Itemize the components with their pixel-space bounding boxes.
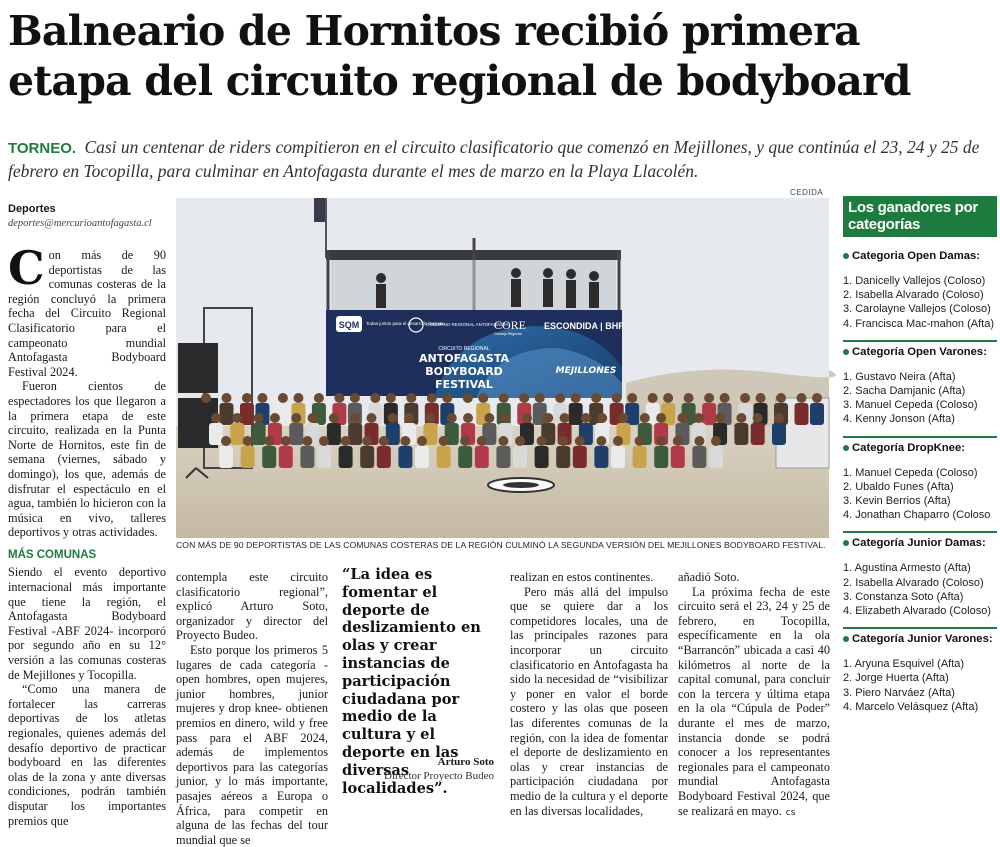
crowd-person-head <box>575 436 585 446</box>
banner-circuit: CIRCUITO REGIONAL <box>438 346 490 352</box>
bullet-dot-icon <box>843 540 849 546</box>
crowd-person-head <box>484 413 494 423</box>
sidebar-category-heading: Categoría DropKnee: <box>843 436 997 454</box>
crowd-person-head <box>477 436 487 446</box>
crowd-person-head <box>243 436 253 446</box>
sidebar-category-heading: Categoría Junior Varones: <box>843 627 997 645</box>
crowd-person <box>327 423 341 445</box>
crowd-person-head <box>560 413 570 423</box>
crowd-person-head <box>404 413 414 423</box>
bullet-dot-icon <box>843 636 849 642</box>
crowd-person <box>252 423 266 445</box>
crowd-person-head <box>596 436 606 446</box>
subhead-mas-comunas: MÁS COMUNAS <box>8 548 97 561</box>
winner-item: 3. Constanza Soto (Afta) <box>843 590 964 603</box>
crowd-person <box>241 446 255 468</box>
sidebar-category-heading: Categoría Open Varones: <box>843 340 997 358</box>
crowd-person-head <box>515 436 525 446</box>
crowd-person-head <box>366 413 376 423</box>
crowd-person <box>810 403 824 425</box>
body-paragraph: contempla este circuito clasificatorio regional”, explicó Arturo Soto, organizador y director del Proyecto Budeo. <box>176 570 328 643</box>
body-paragraph: La próxima fecha de este circuito será el 23, 24 y 25 de febrero, en Tocopilla, específicamente en la ola “Barrancón” ubicada a casi 40 kilómetros al norte de la capital comunal, para concluir con la tercera y última etapa en la ola “Cúpula de Poder” durante el mes de marzo, instancia donde se podrá conocer a los representantes regionales para el campeonato mundial Antofagasta Bodyboard Festival 2024, que se realizará en mayo. cs <box>678 584 830 818</box>
crowd-person-head <box>812 393 822 403</box>
crowd-person <box>734 423 748 445</box>
crowd-person-head <box>463 393 473 403</box>
crowd-person-head <box>597 413 607 423</box>
crowd-person-head <box>613 436 623 446</box>
crowd-person <box>219 446 233 468</box>
crowd-person-head <box>329 413 339 423</box>
crowd-person-head <box>519 393 529 403</box>
crowd-person-head <box>406 393 416 403</box>
winner-item: 4. Francisca Mac-mahon (Afta) <box>843 317 994 330</box>
crowd-person-head <box>656 413 666 423</box>
winner-item: 2. Jorge Huerta (Afta) <box>843 672 949 685</box>
crowd-person-head <box>537 436 547 446</box>
crowd-person-head <box>797 393 807 403</box>
crowd-person-head <box>232 413 242 423</box>
body-paragraph: Con más de 90 deportistas de las comunas costeras de la región concluyó la primera fecha del Circuito Regional Clasificatorio para el campeonato mundial Antofagasta Bodyboard Festival 2024. <box>8 241 166 379</box>
crowd-person-head <box>543 413 553 423</box>
banner-sponsor-1-sub: Todas juntos para el desarrollo humano <box>366 321 445 326</box>
crowd-person <box>289 423 303 445</box>
crowd-person <box>219 403 233 425</box>
crowd-person <box>513 446 527 468</box>
crowd-person-head <box>648 393 658 403</box>
lead-kicker: TORNEO. <box>8 140 77 157</box>
end-mark: cs <box>785 807 796 818</box>
crowd-person-head <box>388 413 398 423</box>
winner-item: 4. Kenny Jonson (Afta) <box>843 413 955 426</box>
crowd-person-head <box>341 436 351 446</box>
crowd-person-head <box>694 413 704 423</box>
winner-item: 1. Gustavo Neira (Afta) <box>843 370 956 383</box>
crowd-person-head <box>581 413 591 423</box>
crowd-person-head <box>302 436 312 446</box>
crowd-person <box>692 446 706 468</box>
crowd-person-head <box>663 393 673 403</box>
crowd-person <box>317 446 331 468</box>
body-paragraph: añadió Soto. <box>678 570 740 584</box>
crowd-person-head <box>242 393 252 403</box>
crowd-person-head <box>400 436 410 446</box>
crowd-person-head <box>254 413 264 423</box>
winner-item: 2. Isabella Alvarado (Coloso) <box>843 576 984 589</box>
body-column-5 <box>678 570 830 820</box>
sidebar-winners-list <box>843 370 997 427</box>
crowd-person <box>475 446 489 468</box>
crowd-person-head <box>439 436 449 446</box>
byline-section: Deportes <box>8 203 56 215</box>
sidebar-winners-list <box>843 561 997 618</box>
winner-item: 3. Manuel Cepeda (Coloso) <box>843 399 978 412</box>
crowd-person <box>535 446 549 468</box>
crowd-person-head <box>720 393 730 403</box>
crowd-person <box>300 446 314 468</box>
photo-caption: CON MÁS DE 90 DEPORTISTAS DE LAS COMUNAS COSTERAS DE LA REGIÓN CULMINÓ LA SEGUNDA VERSIÓN DEL MEJILLONES BODYBOARD FESTIVAL. <box>176 540 826 550</box>
crowd-person <box>569 403 583 425</box>
banner-festival-1: ANTOFAGASTA <box>419 352 509 365</box>
pull-quote-author: Arturo Soto <box>437 756 494 768</box>
crowd-person-head <box>370 393 380 403</box>
crowd-person-head <box>379 436 389 446</box>
crowd-person <box>496 446 510 468</box>
winner-item: 4. Jonathan Chaparro (Coloso <box>843 509 991 522</box>
headline: Balneario de Hornitos recibió primera etapa del circuito regional de bodyboard <box>8 7 911 105</box>
crowd-person-head <box>314 393 324 403</box>
sidebar-winners-list <box>843 657 997 714</box>
winner-item: 2. Ubaldo Funes (Afta) <box>843 480 954 493</box>
crowd-person <box>415 446 429 468</box>
body-column-2 <box>176 570 328 847</box>
crowd-person-head <box>201 393 211 403</box>
crowd-person-head <box>362 436 372 446</box>
banner-sponsor-1: SQM <box>338 320 360 330</box>
body-paragraph: Siendo el evento deportivo internacional más importante que tiene la región, el Antofagasta Bodyboard Festival -ABF 2024- incorporó por segundo año en su 12° versión a las comunas costeras de Mejillones y Tocopilla. <box>8 565 166 682</box>
bullet-dot-icon <box>843 349 849 355</box>
crowd-person <box>360 446 374 468</box>
crowd-person-head <box>619 413 629 423</box>
crowd-person <box>199 403 213 425</box>
crowd-person-head <box>612 393 622 403</box>
crowd-person-head <box>291 413 301 423</box>
crowd-person-head <box>715 413 725 423</box>
crowd-person-head <box>591 393 601 403</box>
sidebar-winners-list <box>843 274 997 331</box>
crowd-person-head <box>447 413 457 423</box>
crowd-person-head <box>756 393 766 403</box>
winner-item: 1. Danicelly Vallejos (Coloso) <box>843 275 986 287</box>
crowd-person <box>240 403 254 425</box>
body-paragraph: “Como una manera de fortalecer las carreras deportivas de los atletas regionales, quienes además del desafío deportivo de practicar bodyboard en las diferentes olas de la zona y ante diversas condiciones, podrán también disputar los importantes premios que <box>8 682 166 828</box>
winner-item: 1. Aryuna Esquivel (Afta) <box>843 658 965 671</box>
crowd-person-head <box>558 436 568 446</box>
crowd-person-head <box>571 393 581 403</box>
crowd-person <box>671 446 685 468</box>
crowd-person-head <box>753 413 763 423</box>
bullet-dot-icon <box>843 253 849 259</box>
bullet-dot-icon <box>843 445 849 451</box>
crowd-person-head <box>704 393 714 403</box>
crowd-person <box>556 446 570 468</box>
crowd-person <box>377 446 391 468</box>
crowd-person-head <box>293 393 303 403</box>
crowd-person-head <box>498 436 508 446</box>
photo-credit: CEDIDA <box>790 188 824 197</box>
crowd-person <box>751 423 765 445</box>
crowd-person <box>611 446 625 468</box>
crowd-person-head <box>535 393 545 403</box>
crowd-person <box>594 446 608 468</box>
crowd-person <box>339 446 353 468</box>
banner-festival-3: FESTIVAL <box>435 378 493 391</box>
crowd-person-head <box>499 393 509 403</box>
banner-core: CORE <box>494 318 527 332</box>
crowd-person-head <box>427 393 437 403</box>
crowd-person-head <box>684 393 694 403</box>
body-column-4 <box>510 570 668 818</box>
winner-item: 1. Manuel Cepeda (Coloso) <box>843 466 978 479</box>
crowd-person-head <box>442 393 452 403</box>
crowd-person-head <box>425 413 435 423</box>
crowd-person <box>795 403 809 425</box>
banner-gobierno: GOBIERNO REGIONAL ANTOFAGASTA <box>426 322 509 327</box>
winner-item: 4. Elizabeth Alvarado (Coloso) <box>843 605 991 618</box>
crowd-person <box>702 403 716 425</box>
crowd-person-head <box>774 413 784 423</box>
winner-item: 2. Sacha Damjanic (Afta) <box>843 385 966 398</box>
crowd-person-head <box>308 413 318 423</box>
pull-quote: “La idea es fomentar el deporte de deslizamiento en olas y crear instancias de participación ciudadana por medio de la cultura y el deporte en las diversas localidades”. <box>342 566 481 797</box>
winner-item: 3. Kevin Berrios (Afta) <box>843 495 951 508</box>
crowd-person <box>533 403 547 425</box>
crowd-person-head <box>522 413 532 423</box>
crowd-person-head <box>677 413 687 423</box>
crowd-person <box>262 446 276 468</box>
winner-item: 3. Carolayne Vallejos (Coloso) <box>843 303 991 316</box>
crowd-person-head <box>555 393 565 403</box>
crowd-person <box>437 446 451 468</box>
crowd-person <box>625 403 639 425</box>
lead-text: Casi un centenar de riders compitieron en el circuito clasificatorio que comenzó en Mejillones, y que continúa el 23, 24 y 25 de febrero en Tocopilla, para culminar en Antofagasta durante el mes de marzo en la Playa Llacolén. <box>8 137 980 181</box>
lead-paragraph <box>8 136 993 183</box>
body-paragraph: realizan en estos continentes. <box>510 570 654 584</box>
crowd-person-head <box>640 413 650 423</box>
banner-core-sub: Consejo Regional <box>494 332 522 336</box>
crowd-person-head <box>740 393 750 403</box>
drop-cap: C <box>8 241 45 295</box>
body-column-1 <box>8 241 166 828</box>
crowd-person-head <box>278 393 288 403</box>
banner-festival-2: BODYBOARD <box>425 365 503 378</box>
crowd-person-head <box>635 436 645 446</box>
crowd-person <box>573 446 587 468</box>
crowd-person-head <box>478 393 488 403</box>
crowd-person-head <box>673 436 683 446</box>
crowd-person <box>230 423 244 445</box>
crowd-person-head <box>417 436 427 446</box>
crowd-person-head <box>736 413 746 423</box>
body-paragraph: Fueron cientos de espectadores los que llegaron a la primera etapa de este circuito, realizada en la Punta Norte de Hornitos, este fin de semana (viernes, sábado y domingo), los que, además de disfrutar el espectáculo en el agua, también lo hicieron con la música en vivo, talleres deportivos y otras actividades. <box>8 379 166 540</box>
sidebar-category-heading: Categoria Open Damas: <box>843 246 997 262</box>
banner-escondida: ESCONDIDA | BHP <box>544 321 625 331</box>
crowd-person-head <box>350 393 360 403</box>
banner-mejillones: MEJILLONES <box>555 366 617 376</box>
crowd-person-head <box>350 413 360 423</box>
crowd-person-head <box>257 393 267 403</box>
crowd-person <box>709 446 723 468</box>
crowd-person-head <box>281 436 291 446</box>
sidebar-winners-list <box>843 466 997 523</box>
crowd-person-head <box>211 413 221 423</box>
crowd-person-head <box>501 413 511 423</box>
crowd-person-head <box>463 413 473 423</box>
crowd-person <box>654 446 668 468</box>
crowd-person-head <box>656 436 666 446</box>
winner-item: 1. Agustina Armesto (Afta) <box>843 562 971 575</box>
crowd-person <box>398 446 412 468</box>
crowd-person-head <box>264 436 274 446</box>
body-paragraph: Pero más allá del impulso que se quiere dar a los competidores locales, una de las principales razones para incorporar un circuito clasificatorio en Antofagasta ha sido la necesidad de “visibilizar y poner en valor el borde costero y las olas que poseen las diferentes comunas de la región, con la idea de fomentar el deporte de deslizamiento en olas y crear instancias de participación ciudadana por medio de la cultura y el deporte en las diversas localidades, <box>510 584 668 818</box>
crowd-person <box>209 423 223 445</box>
crowd-person-head <box>270 413 280 423</box>
sidebar-categories <box>843 246 997 714</box>
sidebar-category-heading: Categoría Junior Damas: <box>843 531 997 549</box>
winners-sidebar <box>843 196 997 714</box>
pull-quote-role: Director Proyecto Budeo <box>384 770 494 782</box>
crowd-person-head <box>627 393 637 403</box>
crowd-person-head <box>221 393 231 403</box>
crowd-person-head <box>386 393 396 403</box>
winner-item: 4. Marcelo Velásquez (Afta) <box>843 700 979 713</box>
winner-item: 3. Piero Narváez (Afta) <box>843 686 955 699</box>
body-paragraph: Esto porque los primeros 5 lugares de cada categoría -open hombres, open mujeres, junior hombres, junior mujeres y drop knee- obtienen premios en dinero, wild y free pass para el ABF 2024, además de implementos deportivos para las categorías junior, y lo más importante, pasajes aéreos a Europa o África, para competir en alguna de las fechas del tour mundial que se <box>176 642 328 847</box>
crowd-person <box>458 446 472 468</box>
byline-email[interactable]: deportes@mercurioantofagasta.cl <box>8 218 152 229</box>
crowd-person-head <box>460 436 470 446</box>
crowd-person-head <box>334 393 344 403</box>
crowd-person <box>279 446 293 468</box>
group-photo <box>176 198 829 538</box>
winner-item: 2. Isabella Alvarado (Coloso) <box>843 289 984 302</box>
crowd-person-head <box>776 393 786 403</box>
crowd-person-head <box>694 436 704 446</box>
crowd-person-head <box>319 436 329 446</box>
crowd-person <box>633 446 647 468</box>
crowd-person-head <box>711 436 721 446</box>
crowd-person <box>772 423 786 445</box>
crowd-person-head <box>221 436 231 446</box>
sidebar-title: Los ganadores por categorías <box>843 196 997 237</box>
